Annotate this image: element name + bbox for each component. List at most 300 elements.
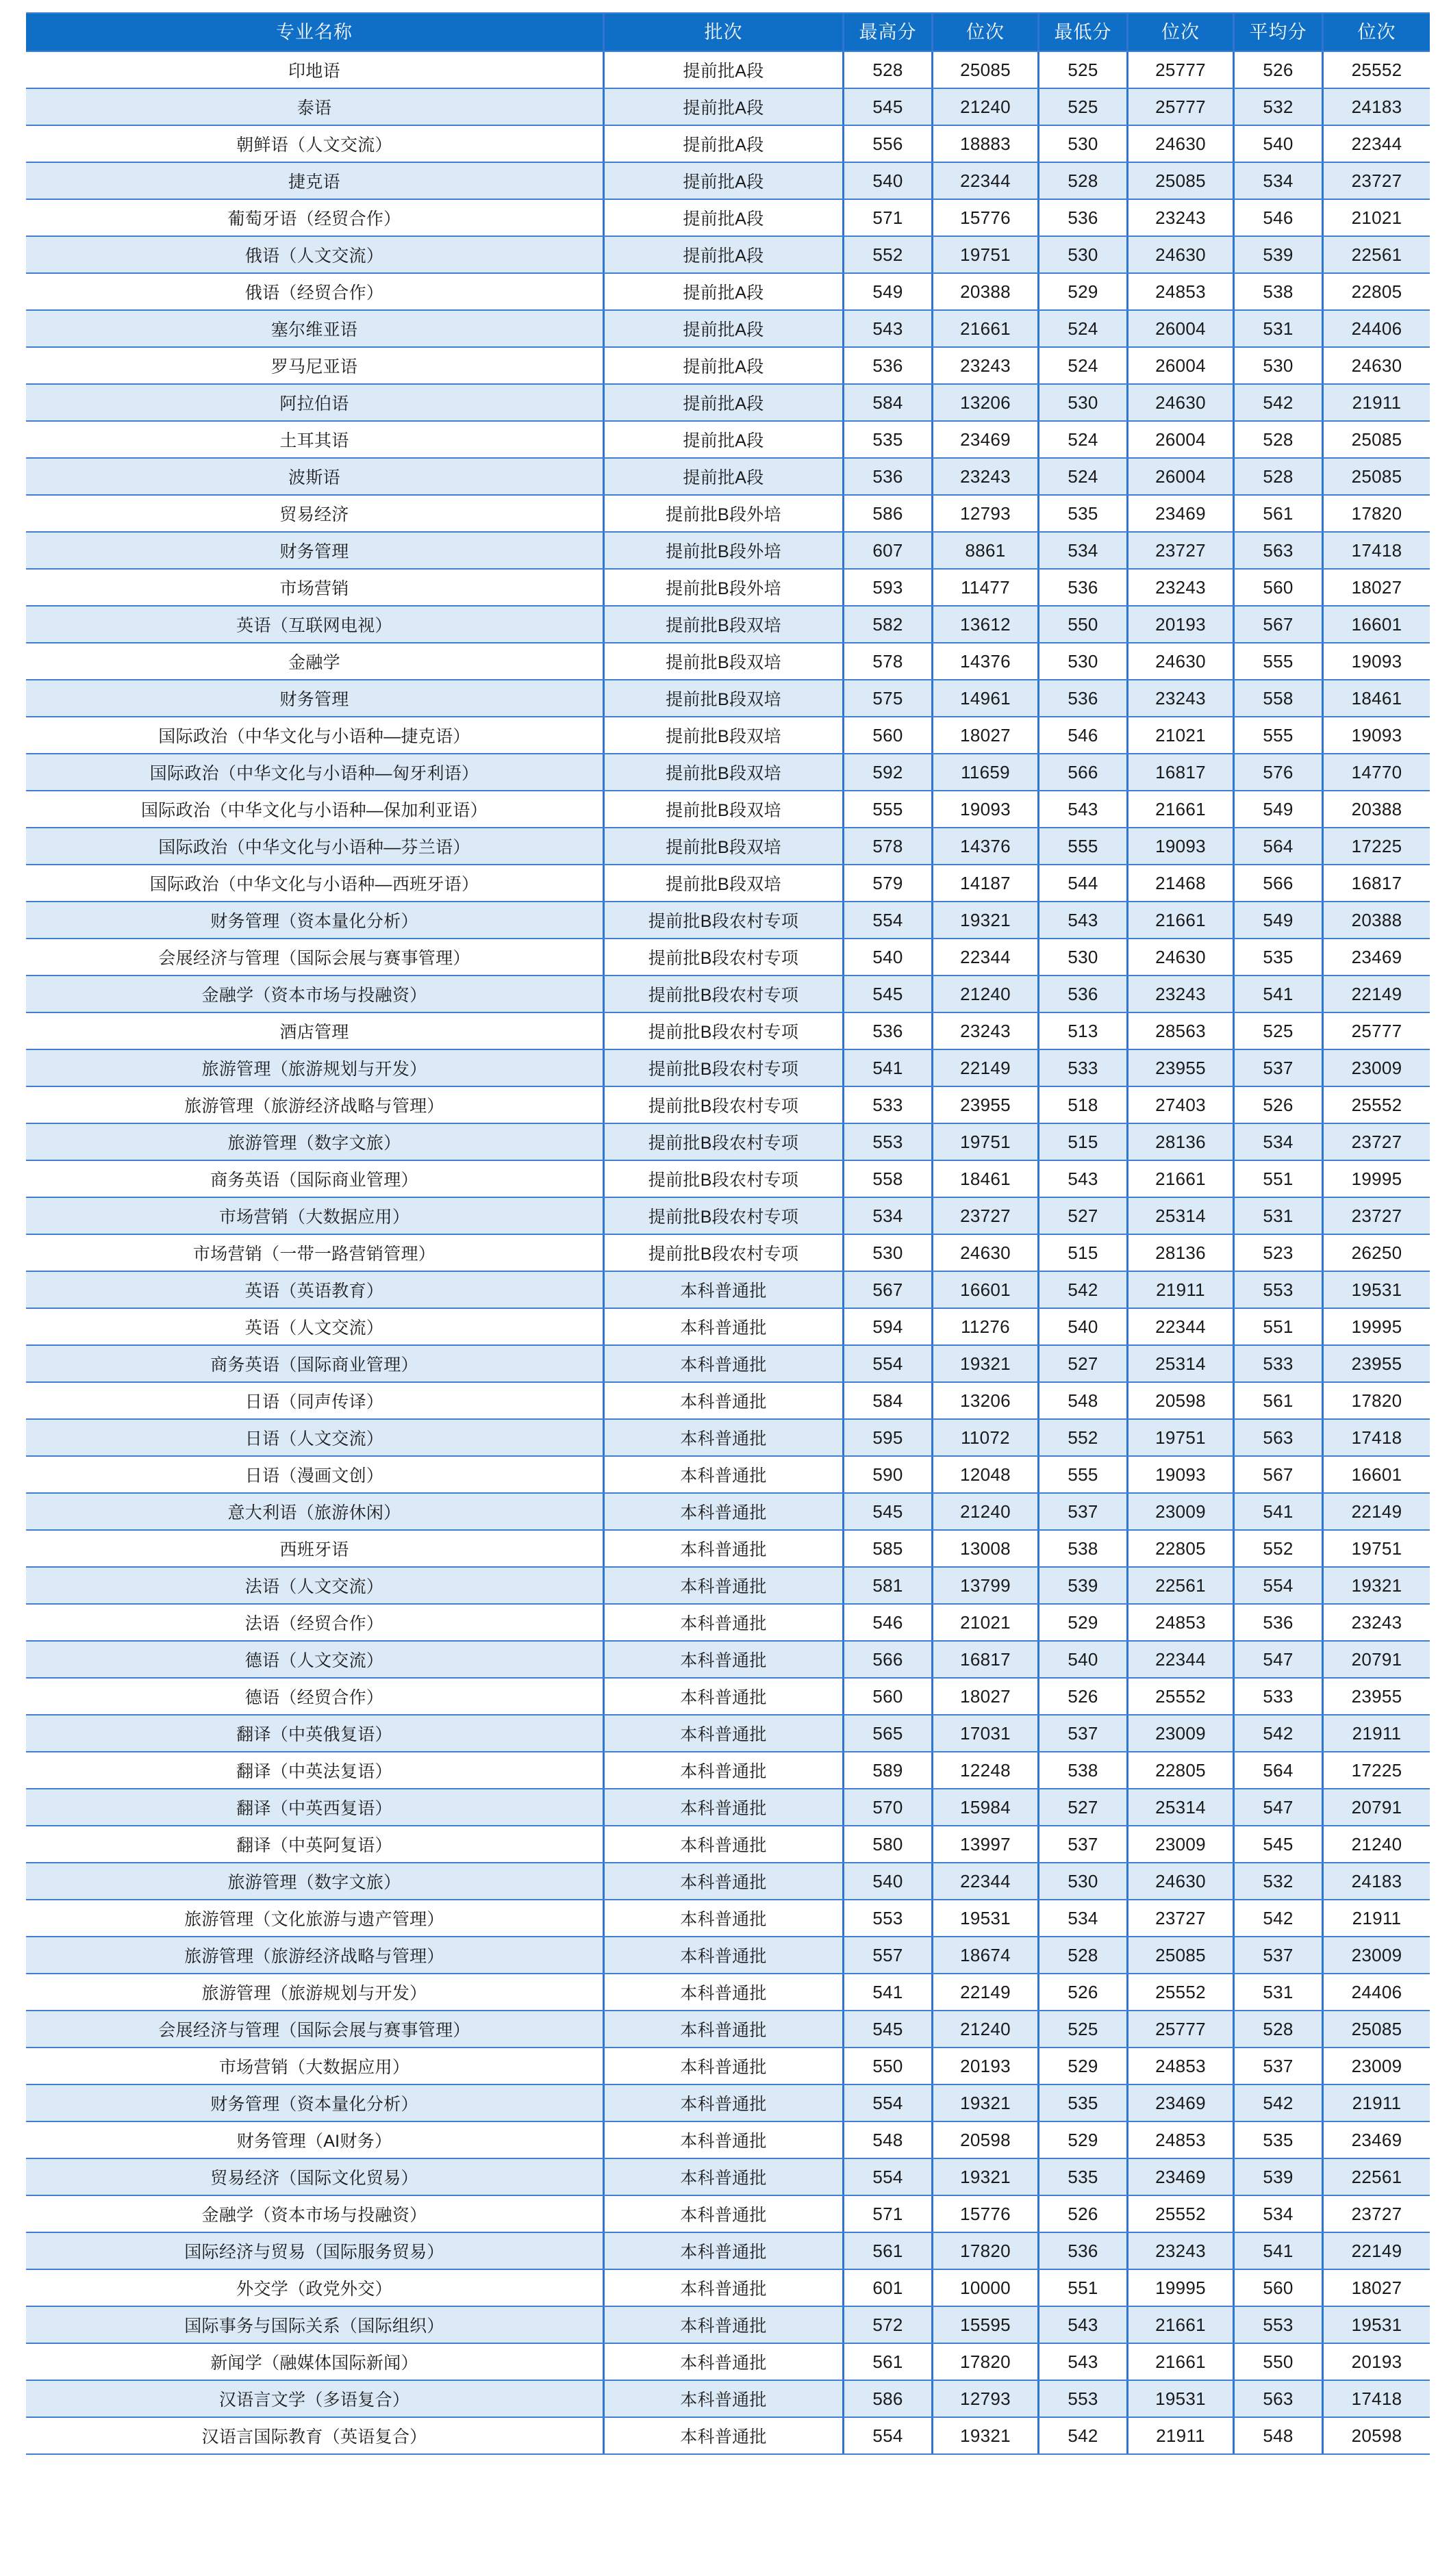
cell-major-name: 英语（英语教育） (26, 1272, 605, 1308)
cell-major-name: 罗马尼亚语 (26, 348, 605, 383)
cell-lowest-score: 535 (1039, 2085, 1128, 2121)
cell-average-rank: 17418 (1324, 533, 1430, 568)
cell-average-rank: 20388 (1324, 791, 1430, 827)
cell-average-score: 531 (1235, 311, 1324, 346)
cell-lowest-score: 537 (1039, 1716, 1128, 1751)
cell-lowest-score: 536 (1039, 200, 1128, 235)
cell-average-score: 542 (1235, 2085, 1324, 2121)
cell-highest-score: 589 (844, 1752, 933, 1788)
cell-average-rank: 26250 (1324, 1235, 1430, 1271)
table-row (26, 163, 1430, 199)
cell-highest-rank: 16817 (933, 1642, 1039, 1677)
cell-highest-rank: 11477 (933, 570, 1039, 605)
cell-batch: 本科普通批 (605, 2344, 844, 2380)
table-header (26, 14, 1430, 51)
cell-average-rank: 22149 (1324, 2233, 1430, 2269)
cell-major-name: 市场营销（一带一路营销管理） (26, 1235, 605, 1271)
cell-lowest-rank: 19751 (1128, 1420, 1235, 1455)
cell-highest-score: 607 (844, 533, 933, 568)
cell-highest-rank: 22149 (933, 1050, 1039, 1086)
cell-batch: 提前批A段 (605, 52, 844, 88)
cell-highest-rank: 19321 (933, 2418, 1039, 2453)
table-row (26, 533, 1430, 568)
cell-lowest-score: 537 (1039, 1494, 1128, 1529)
cell-lowest-rank: 21021 (1128, 717, 1235, 753)
cell-highest-rank: 18883 (933, 126, 1039, 162)
cell-highest-score: 541 (844, 1974, 933, 2010)
cell-major-name: 印地语 (26, 52, 605, 88)
table-row (26, 1346, 1430, 1381)
cell-average-score: 576 (1235, 754, 1324, 790)
cell-highest-rank: 20598 (933, 2122, 1039, 2158)
cell-highest-score: 561 (844, 2344, 933, 2380)
cell-lowest-score: 538 (1039, 1752, 1128, 1788)
cell-average-score: 566 (1235, 865, 1324, 901)
cell-batch: 提前批B段双培 (605, 607, 844, 642)
cell-average-rank: 23727 (1324, 163, 1430, 199)
cell-lowest-rank: 25552 (1128, 1974, 1235, 2010)
cell-highest-rank: 23955 (933, 1087, 1039, 1123)
cell-average-score: 547 (1235, 1642, 1324, 1677)
cell-highest-rank: 19093 (933, 791, 1039, 827)
cell-average-score: 549 (1235, 902, 1324, 938)
cell-batch: 本科普通批 (605, 1605, 844, 1640)
cell-highest-rank: 20193 (933, 2048, 1039, 2084)
cell-average-rank: 17820 (1324, 1383, 1430, 1418)
table-row (26, 680, 1430, 716)
cell-highest-score: 536 (844, 348, 933, 383)
cell-major-name: 国际事务与国际关系（国际组织） (26, 2307, 605, 2343)
cell-lowest-score: 539 (1039, 1568, 1128, 1603)
cell-highest-rank: 8861 (933, 533, 1039, 568)
table-row (26, 1531, 1430, 1566)
cell-highest-rank: 19321 (933, 1346, 1039, 1381)
cell-batch: 本科普通批 (605, 1789, 844, 1825)
cell-highest-score: 546 (844, 1605, 933, 1640)
cell-highest-score: 552 (844, 237, 933, 272)
cell-highest-score: 579 (844, 865, 933, 901)
cell-lowest-rank: 16817 (1128, 754, 1235, 790)
cell-average-rank: 19531 (1324, 2307, 1430, 2343)
table-row (26, 385, 1430, 420)
table-row (26, 2159, 1430, 2195)
cell-lowest-score: 540 (1039, 1309, 1128, 1344)
cell-lowest-rank: 23469 (1128, 2085, 1235, 2121)
table-row (26, 2122, 1430, 2158)
cell-lowest-score: 543 (1039, 2344, 1128, 2380)
cell-highest-score: 584 (844, 1383, 933, 1418)
cell-major-name: 法语（经贸合作） (26, 1605, 605, 1640)
cell-major-name: 汉语言文学（多语复合） (26, 2381, 605, 2416)
cell-lowest-score: 555 (1039, 1457, 1128, 1492)
cell-lowest-rank: 23009 (1128, 1826, 1235, 1862)
cell-highest-score: 571 (844, 200, 933, 235)
cell-highest-rank: 19321 (933, 2085, 1039, 2121)
cell-lowest-score: 527 (1039, 1346, 1128, 1381)
cell-average-rank: 21021 (1324, 200, 1430, 235)
cell-batch: 提前批A段 (605, 422, 844, 457)
cell-highest-rank: 17820 (933, 2344, 1039, 2380)
cell-lowest-score: 552 (1039, 1420, 1128, 1455)
cell-highest-score: 586 (844, 496, 933, 531)
cell-highest-score: 557 (844, 1937, 933, 1973)
cell-lowest-rank: 23009 (1128, 1716, 1235, 1751)
cell-major-name: 贸易经济（国际文化贸易） (26, 2159, 605, 2195)
cell-highest-rank: 13997 (933, 1826, 1039, 1862)
column-header-average-score: 平均分 (1235, 14, 1324, 51)
cell-average-rank: 22561 (1324, 2159, 1430, 2195)
cell-highest-score: 595 (844, 1420, 933, 1455)
cell-batch: 本科普通批 (605, 2122, 844, 2158)
table-row (26, 311, 1430, 346)
table-row (26, 1716, 1430, 1751)
cell-highest-score: 586 (844, 2381, 933, 2416)
cell-highest-rank: 15984 (933, 1789, 1039, 1825)
cell-lowest-rank: 25777 (1128, 2011, 1235, 2047)
cell-major-name: 旅游管理（旅游经济战略与管理） (26, 1937, 605, 1973)
cell-major-name: 会展经济与管理（国际会展与赛事管理） (26, 939, 605, 975)
cell-average-score: 528 (1235, 459, 1324, 494)
cell-lowest-rank: 22805 (1128, 1752, 1235, 1788)
cell-major-name: 国际政治（中华文化与小语种—保加利亚语） (26, 791, 605, 827)
cell-highest-rank: 20388 (933, 274, 1039, 309)
cell-lowest-score: 533 (1039, 1050, 1128, 1086)
cell-lowest-rank: 23243 (1128, 680, 1235, 716)
cell-major-name: 俄语（经贸合作） (26, 274, 605, 309)
cell-lowest-rank: 25552 (1128, 1679, 1235, 1714)
cell-average-rank: 16601 (1324, 1457, 1430, 1492)
cell-lowest-rank: 28136 (1128, 1124, 1235, 1160)
cell-major-name: 金融学（资本市场与投融资） (26, 2196, 605, 2232)
cell-highest-score: 584 (844, 385, 933, 420)
cell-batch: 本科普通批 (605, 1457, 844, 1492)
table-row (26, 828, 1430, 864)
cell-highest-score: 549 (844, 274, 933, 309)
cell-batch: 本科普通批 (605, 2381, 844, 2416)
cell-major-name: 财务管理 (26, 680, 605, 716)
cell-lowest-score: 524 (1039, 348, 1128, 383)
cell-highest-rank: 21240 (933, 2011, 1039, 2047)
table-row (26, 1642, 1430, 1677)
cell-average-score: 552 (1235, 1531, 1324, 1566)
cell-average-rank: 22149 (1324, 976, 1430, 1012)
table-row (26, 52, 1430, 88)
table-row (26, 976, 1430, 1012)
cell-major-name: 阿拉伯语 (26, 385, 605, 420)
cell-average-rank: 19751 (1324, 1531, 1430, 1566)
cell-average-score: 539 (1235, 237, 1324, 272)
table-row (26, 1937, 1430, 1973)
cell-highest-score: 581 (844, 1568, 933, 1603)
cell-average-score: 534 (1235, 2196, 1324, 2232)
cell-highest-score: 567 (844, 1272, 933, 1308)
table-row (26, 1272, 1430, 1308)
cell-major-name: 财务管理（AI财务） (26, 2122, 605, 2158)
table-row (26, 1013, 1430, 1049)
cell-major-name: 旅游管理（数字文旅） (26, 1863, 605, 1899)
cell-highest-rank: 18027 (933, 717, 1039, 753)
cell-average-rank: 23009 (1324, 1050, 1430, 1086)
cell-lowest-score: 543 (1039, 1161, 1128, 1197)
cell-lowest-score: 551 (1039, 2270, 1128, 2306)
cell-lowest-rank: 24630 (1128, 126, 1235, 162)
cell-highest-rank: 22344 (933, 1863, 1039, 1899)
cell-lowest-score: 543 (1039, 902, 1128, 938)
cell-highest-score: 553 (844, 1900, 933, 1936)
cell-lowest-score: 553 (1039, 2381, 1128, 2416)
cell-highest-score: 554 (844, 902, 933, 938)
table-row (26, 643, 1430, 679)
cell-batch: 本科普通批 (605, 1531, 844, 1566)
cell-average-score: 560 (1235, 570, 1324, 605)
cell-highest-score: 554 (844, 2085, 933, 2121)
table-row (26, 1752, 1430, 1788)
cell-lowest-rank: 25777 (1128, 89, 1235, 125)
cell-lowest-score: 534 (1039, 533, 1128, 568)
cell-batch: 提前批B段农村专项 (605, 976, 844, 1012)
cell-lowest-rank: 24630 (1128, 643, 1235, 679)
table-row (26, 570, 1430, 605)
cell-major-name: 英语（人文交流） (26, 1309, 605, 1344)
cell-average-score: 547 (1235, 1789, 1324, 1825)
cell-lowest-rank: 27403 (1128, 1087, 1235, 1123)
cell-lowest-rank: 24853 (1128, 2048, 1235, 2084)
cell-average-score: 528 (1235, 422, 1324, 457)
cell-highest-score: 590 (844, 1457, 933, 1492)
cell-average-rank: 23243 (1324, 1605, 1430, 1640)
table-row (26, 1974, 1430, 2010)
cell-lowest-score: 525 (1039, 52, 1128, 88)
cell-lowest-rank: 21661 (1128, 2307, 1235, 2343)
cell-lowest-rank: 25314 (1128, 1346, 1235, 1381)
cell-highest-rank: 22344 (933, 163, 1039, 199)
cell-major-name: 捷克语 (26, 163, 605, 199)
cell-batch: 提前批B段双培 (605, 680, 844, 716)
cell-average-score: 526 (1235, 52, 1324, 88)
cell-lowest-rank: 25085 (1128, 1937, 1235, 1973)
cell-lowest-rank: 24630 (1128, 1863, 1235, 1899)
cell-major-name: 旅游管理（旅游规划与开发） (26, 1050, 605, 1086)
cell-average-score: 549 (1235, 791, 1324, 827)
cell-average-score: 561 (1235, 496, 1324, 531)
cell-average-rank: 23009 (1324, 2048, 1430, 2084)
cell-batch: 本科普通批 (605, 1568, 844, 1603)
cell-major-name: 财务管理（资本量化分析） (26, 902, 605, 938)
cell-batch: 提前批A段 (605, 200, 844, 235)
cell-lowest-score: 548 (1039, 1383, 1128, 1418)
cell-major-name: 泰语 (26, 89, 605, 125)
cell-lowest-rank: 25314 (1128, 1789, 1235, 1825)
cell-batch: 提前批A段 (605, 348, 844, 383)
cell-lowest-score: 543 (1039, 2307, 1128, 2343)
cell-major-name: 意大利语（旅游休闲） (26, 1494, 605, 1529)
cell-lowest-rank: 20598 (1128, 1383, 1235, 1418)
cell-highest-rank: 15776 (933, 200, 1039, 235)
cell-highest-score: 553 (844, 1124, 933, 1160)
table-body (26, 52, 1430, 2453)
cell-average-score: 560 (1235, 2270, 1324, 2306)
cell-highest-score: 536 (844, 1013, 933, 1049)
cell-batch: 本科普通批 (605, 1272, 844, 1308)
cell-average-score: 531 (1235, 1198, 1324, 1234)
cell-highest-rank: 19321 (933, 902, 1039, 938)
table-row (26, 2381, 1430, 2416)
cell-average-score: 555 (1235, 643, 1324, 679)
cell-average-rank: 23727 (1324, 2196, 1430, 2232)
cell-batch: 本科普通批 (605, 1383, 844, 1418)
cell-highest-score: 585 (844, 1531, 933, 1566)
cell-batch: 本科普通批 (605, 1642, 844, 1677)
table-row (26, 1383, 1430, 1418)
cell-lowest-score: 543 (1039, 791, 1128, 827)
table-row (26, 1494, 1430, 1529)
cell-lowest-rank: 23955 (1128, 1050, 1235, 1086)
cell-highest-score: 555 (844, 791, 933, 827)
cell-highest-score: 530 (844, 1235, 933, 1271)
table-row (26, 2011, 1430, 2047)
cell-lowest-score: 536 (1039, 2233, 1128, 2269)
cell-batch: 本科普通批 (605, 1494, 844, 1529)
cell-average-rank: 17418 (1324, 2381, 1430, 2416)
cell-average-rank: 17820 (1324, 496, 1430, 531)
cell-highest-score: 570 (844, 1789, 933, 1825)
cell-highest-score: 601 (844, 2270, 933, 2306)
cell-major-name: 波斯语 (26, 459, 605, 494)
cell-batch: 提前批A段 (605, 385, 844, 420)
table-row (26, 1826, 1430, 1862)
cell-batch: 提前批A段 (605, 89, 844, 125)
table-row (26, 2418, 1430, 2453)
cell-highest-rank: 17820 (933, 2233, 1039, 2269)
cell-average-score: 534 (1235, 163, 1324, 199)
cell-average-score: 526 (1235, 1087, 1324, 1123)
cell-average-score: 541 (1235, 976, 1324, 1012)
column-header-lowest-rank: 位次 (1128, 14, 1235, 51)
cell-average-score: 546 (1235, 200, 1324, 235)
cell-average-rank: 23469 (1324, 2122, 1430, 2158)
cell-average-score: 551 (1235, 1309, 1324, 1344)
cell-lowest-score: 525 (1039, 89, 1128, 125)
cell-highest-score: 556 (844, 126, 933, 162)
cell-highest-rank: 18027 (933, 1679, 1039, 1714)
cell-lowest-rank: 21661 (1128, 2344, 1235, 2380)
cell-major-name: 翻译（中英西复语） (26, 1789, 605, 1825)
cell-batch: 本科普通批 (605, 2418, 844, 2453)
cell-average-rank: 21240 (1324, 1826, 1430, 1862)
cell-major-name: 德语（经贸合作） (26, 1679, 605, 1714)
cell-lowest-rank: 21911 (1128, 2418, 1235, 2453)
cell-lowest-score: 535 (1039, 2159, 1128, 2195)
cell-average-score: 533 (1235, 1346, 1324, 1381)
cell-average-score: 551 (1235, 1161, 1324, 1197)
cell-major-name: 英语（互联网电视） (26, 607, 605, 642)
cell-major-name: 国际政治（中华文化与小语种—匈牙利语） (26, 754, 605, 790)
cell-highest-rank: 13206 (933, 385, 1039, 420)
cell-major-name: 西班牙语 (26, 1531, 605, 1566)
cell-batch: 本科普通批 (605, 1937, 844, 1973)
cell-lowest-score: 529 (1039, 2048, 1128, 2084)
cell-lowest-rank: 26004 (1128, 311, 1235, 346)
cell-highest-score: 575 (844, 680, 933, 716)
cell-average-rank: 20388 (1324, 902, 1430, 938)
cell-average-rank: 18027 (1324, 2270, 1430, 2306)
cell-highest-rank: 12248 (933, 1752, 1039, 1788)
cell-average-score: 567 (1235, 607, 1324, 642)
cell-major-name: 市场营销（大数据应用） (26, 2048, 605, 2084)
table-row (26, 1235, 1430, 1271)
cell-average-rank: 20791 (1324, 1789, 1430, 1825)
cell-average-rank: 23955 (1324, 1679, 1430, 1714)
cell-lowest-rank: 24853 (1128, 1605, 1235, 1640)
cell-lowest-score: 513 (1039, 1013, 1128, 1049)
cell-lowest-rank: 22344 (1128, 1642, 1235, 1677)
table-row (26, 2233, 1430, 2269)
cell-highest-score: 593 (844, 570, 933, 605)
cell-average-rank: 25777 (1324, 1013, 1430, 1049)
cell-lowest-rank: 25777 (1128, 52, 1235, 88)
cell-average-score: 539 (1235, 2159, 1324, 2195)
cell-batch: 提前批B段农村专项 (605, 1235, 844, 1271)
cell-highest-rank: 21240 (933, 1494, 1039, 1529)
cell-major-name: 朝鲜语（人文交流） (26, 126, 605, 162)
cell-batch: 本科普通批 (605, 1420, 844, 1455)
cell-highest-rank: 23243 (933, 348, 1039, 383)
cell-average-rank: 19995 (1324, 1309, 1430, 1344)
table-row (26, 1789, 1430, 1825)
cell-major-name: 商务英语（国际商业管理） (26, 1161, 605, 1197)
cell-major-name: 财务管理（资本量化分析） (26, 2085, 605, 2121)
cell-highest-score: 565 (844, 1716, 933, 1751)
cell-batch: 提前批B段农村专项 (605, 902, 844, 938)
cell-highest-score: 541 (844, 1050, 933, 1086)
cell-highest-rank: 13206 (933, 1383, 1039, 1418)
cell-average-score: 537 (1235, 2048, 1324, 2084)
cell-average-score: 540 (1235, 126, 1324, 162)
cell-highest-score: 571 (844, 2196, 933, 2232)
cell-major-name: 市场营销（大数据应用） (26, 1198, 605, 1234)
cell-major-name: 酒店管理 (26, 1013, 605, 1049)
cell-batch: 本科普通批 (605, 1974, 844, 2010)
cell-average-rank: 19531 (1324, 1272, 1430, 1308)
cell-batch: 本科普通批 (605, 2159, 844, 2195)
cell-highest-rank: 10000 (933, 2270, 1039, 2306)
cell-highest-score: 561 (844, 2233, 933, 2269)
cell-highest-rank: 21240 (933, 976, 1039, 1012)
cell-average-score: 563 (1235, 1420, 1324, 1455)
cell-lowest-score: 524 (1039, 422, 1128, 457)
cell-batch: 本科普通批 (605, 1752, 844, 1788)
cell-lowest-score: 536 (1039, 680, 1128, 716)
cell-major-name: 国际政治（中华文化与小语种—捷克语） (26, 717, 605, 753)
cell-major-name: 翻译（中英阿复语） (26, 1826, 605, 1862)
cell-highest-score: 560 (844, 1679, 933, 1714)
cell-highest-rank: 14376 (933, 643, 1039, 679)
cell-lowest-rank: 21468 (1128, 865, 1235, 901)
cell-average-score: 532 (1235, 89, 1324, 125)
table-row (26, 1679, 1430, 1714)
cell-average-rank: 19093 (1324, 717, 1430, 753)
cell-highest-score: 548 (844, 2122, 933, 2158)
cell-batch: 提前批B段农村专项 (605, 1124, 844, 1160)
table-row (26, 1605, 1430, 1640)
table-row (26, 717, 1430, 753)
cell-highest-rank: 14961 (933, 680, 1039, 716)
cell-highest-score: 578 (844, 643, 933, 679)
cell-lowest-score: 566 (1039, 754, 1128, 790)
cell-highest-score: 536 (844, 459, 933, 494)
cell-highest-score: 535 (844, 422, 933, 457)
cell-average-rank: 16601 (1324, 607, 1430, 642)
